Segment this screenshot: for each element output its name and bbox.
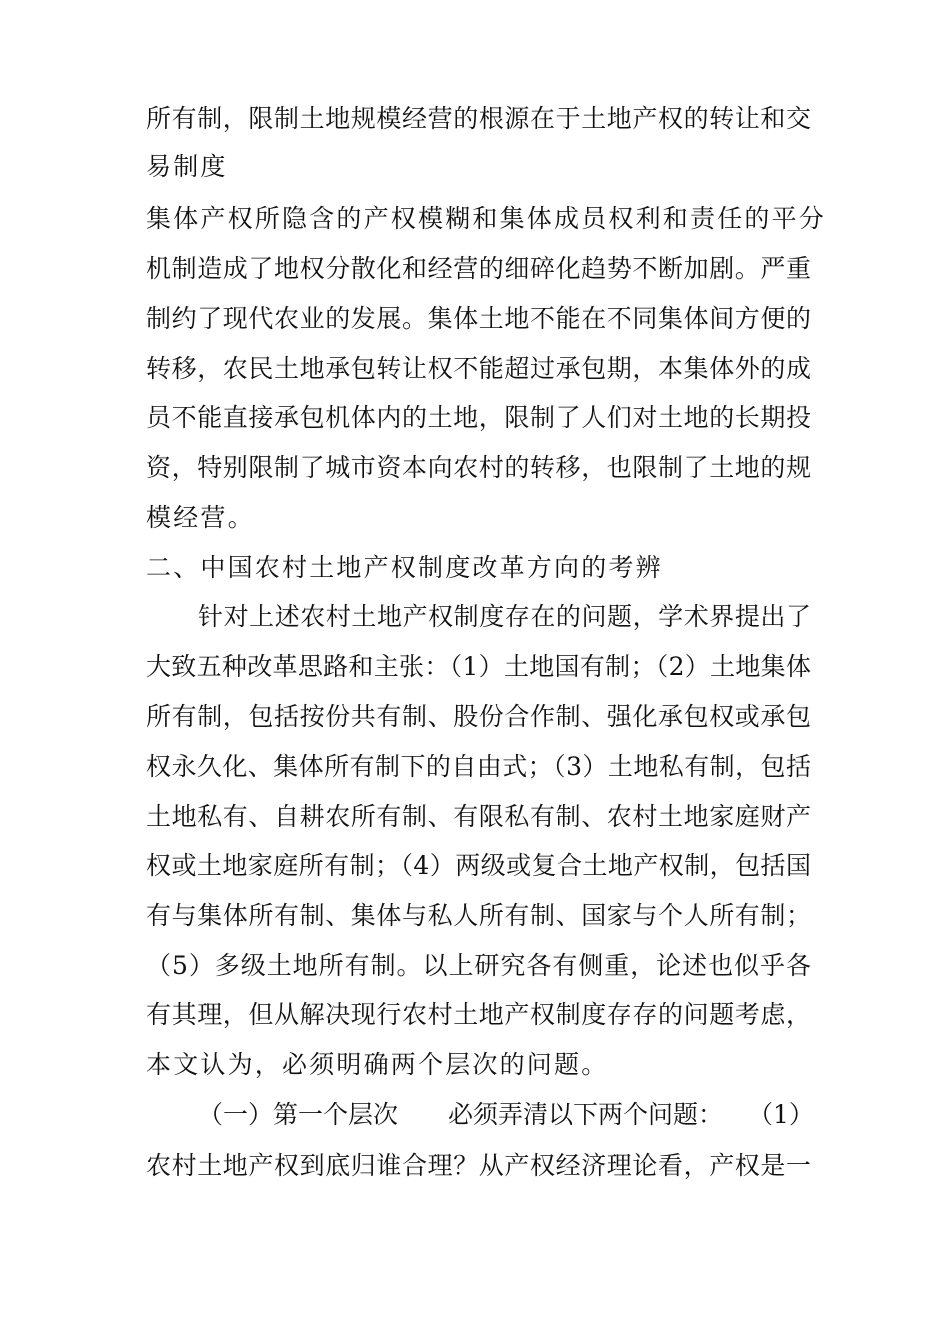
paragraph-line: 转移，农民土地承包转让权不能超过承包期，本集体外的成 [146,354,811,383]
paragraph-line: 本文认为，必须明确两个层次的问题。 [146,1050,609,1079]
paragraph-line: 集体产权所隐含的产权模糊和集体成员权利和责任的平分 [146,204,827,233]
paragraph-line: 所有制，限制土地规模经营的根源在于土地产权的转让和交 [146,104,811,133]
paragraph-line: 资，特别限制了城市资本向农村的转移，也限制了土地的规 [146,453,811,482]
paragraph-line: 所有制，包括按份共有制、股份合作制、强化承包权或承包 [146,702,811,731]
paragraph-line: 易制度 [146,152,228,181]
paragraph-line: 模经营。 [146,503,255,532]
paragraph-line: 有其理，但从解决现行农村土地产权制度存存的问题考虑， [146,1000,811,1029]
paragraph-line: 有与集体所有制、集体与私人所有制、国家与个人所有制； [146,901,811,930]
paragraph-line: 机制造成了地权分散化和经营的细碎化趋势不断加剧。严重 [146,254,811,283]
subsection-heading: （一）第一个层次 必须弄清以下两个问题： （1） [198,1100,814,1129]
paragraph-line: 土地私有、自耕农所有制、有限私有制、农村土地家庭财产 [146,802,811,831]
section-heading: 二、中国农村土地产权制度改革方向的考辨 [146,553,663,582]
paragraph-line: 权或土地家庭所有制；（4）两级或复合土地产权制，包括国 [146,851,811,880]
paragraph-line: 制约了现代农业的发展。集体土地不能在不同集体间方便的 [146,304,811,333]
paragraph-line: 权永久化、集体所有制下的自由式；（3）土地私有制，包括 [146,752,811,781]
paragraph-line: 大致五种改革思路和主张：（1）土地国有制；（2）土地集体 [146,652,811,681]
paragraph-line: 针对上述农村土地产权制度存在的问题，学术界提出了 [198,602,811,631]
paragraph-line: 农村土地产权到底归谁合理？从产权经济理论看，产权是一 [146,1151,811,1180]
paragraph-line: （5）多级土地所有制。以上研究各有侧重，论述也似乎各 [146,951,811,980]
paragraph-line: 员不能直接承包机体内的土地，限制了人们对土地的长期投 [146,403,811,432]
